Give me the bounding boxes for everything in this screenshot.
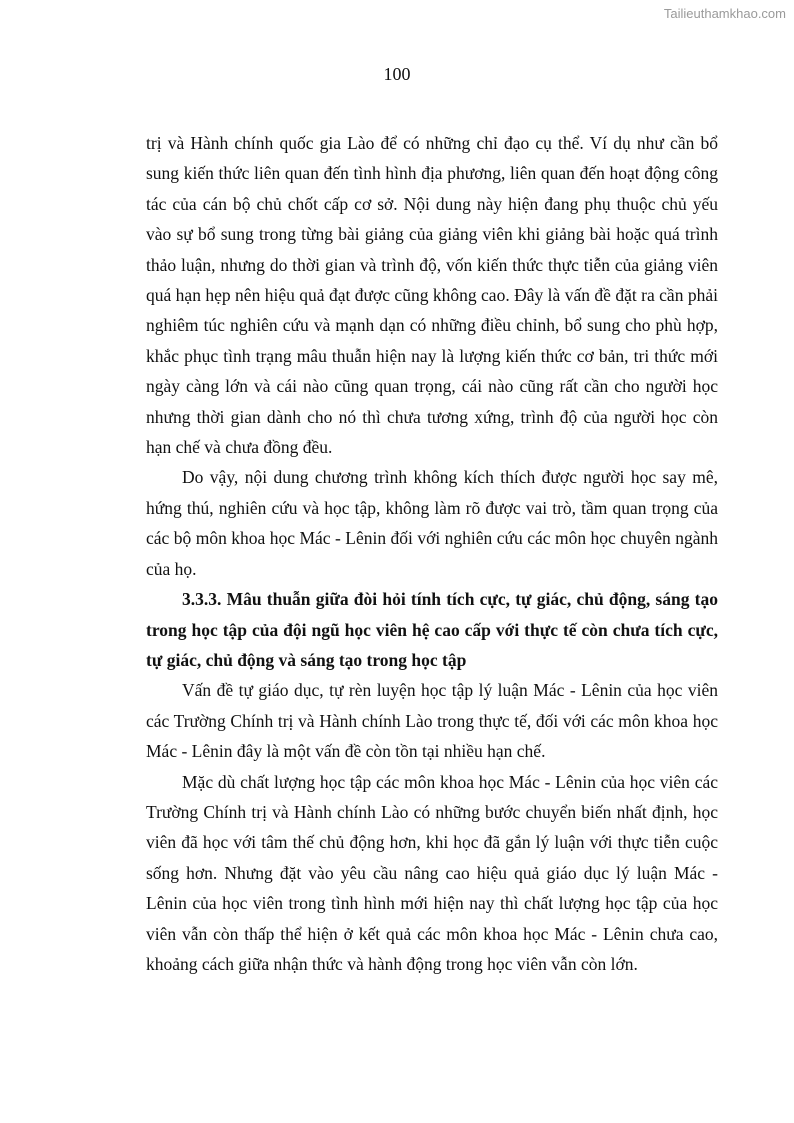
paragraph-content-consequence: Do vậy, nội dung chương trình không kích thích được người học say mê, hứng thú, nghiên cứu và học tập, không làm rõ được vai trò, tầm quan trọng của các bộ môn khoa học Mác - Lênin đối với nghiên cứu các môn học chuyên ngành của họ. [146,467,718,579]
paragraph-learning-quality: Mặc dù chất lượng học tập các môn khoa học Mác - Lênin của học viên các Trường Chính trị và Hành chính Lào có những bước chuyển biến nhất định, học viên đã học với tâm thế chủ động hơn, khi học đã gắn lý luận với thực tiễn cuộc sống hơn. Nhưng đặt vào yêu cầu nâng cao hiệu quả giáo dục lý luận Mác - Lênin của học viên trong tình hình mới hiện nay thì chất lượng học tập của học viên vẫn còn thấp thể hiện ở kết quả các môn khoa học Mác - Lênin chưa cao, khoảng cách giữa nhận thức và hành động trong học viên vẫn còn lớn. [146,771,718,974]
paragraph-self-education: Vấn đề tự giáo dục, tự rèn luyện học tập lý luận Mác - Lênin của học viên các Trường Chính trị và Hành chính Lào trong thực tế, đối với các môn khoa học Mác - Lênin đây là một vấn đề còn tồn tại nhiều hạn chế. [146,680,718,762]
paragraph-continued: trị và Hành chính quốc gia Lào để có những chỉ đạo cụ thể. Ví dụ như cần bổ sung kiến thức liên quan đến tình hình địa phương, liên quan đến hoạt động công tác của cán bộ chủ chốt cấp cơ sở. Nội dung này hiện đang phụ thuộc chủ yếu vào sự bổ sung trong từng bài giảng của giảng viên khi giảng bài hoặc quá trình thảo luận, nhưng do thời gian và trình độ, vốn kiến thức thực tiễn của giảng viên quá hạn hẹp nên hiệu quả đạt được cũng không cao. Đây là vấn đề đặt ra cần phải nghiêm túc nghiên cứu và mạnh dạn có những điều chỉnh, bổ sung cho phù hợp, khắc phục tình trạng mâu thuẫn hiện nay là lượng kiến thức cơ bản, tri thức mới ngày càng lớn và cái nào cũng quan trọng, cái nào cũng rất cần cho người học nhưng thời gian dành cho nó thì chưa tương xứng, trình độ của người học còn hạn chế và chưa đồng đều. [146,133,718,458]
page-number: 100 [383,64,411,84]
watermark-text: Tailieuthamkhao.com [663,6,786,21]
document-body [146,128,718,979]
section-heading-3-3-3: 3.3.3. Mâu thuẫn giữa đòi hỏi tính tích cực, tự giác, chủ động, sáng tạo trong học tập của đội ngũ học viên hệ cao cấp với thực tế còn chưa tích cực, tự giác, chủ động và sáng tạo trong học tập [146,589,718,670]
